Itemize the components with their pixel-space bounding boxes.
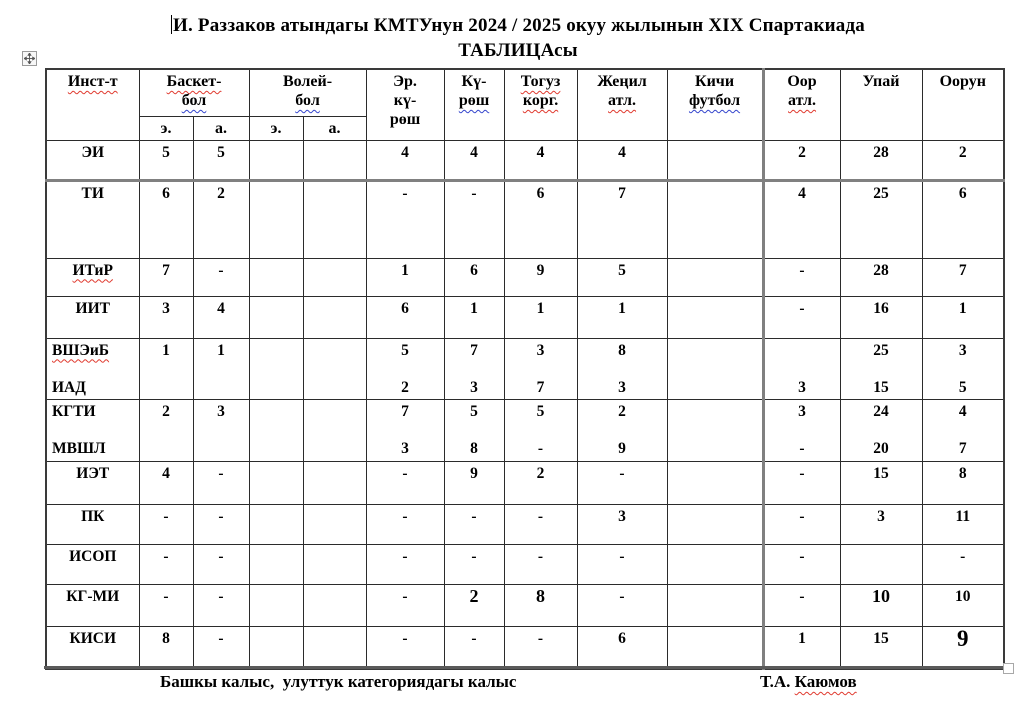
score-cell bbox=[667, 338, 763, 399]
score-cell: 3 bbox=[840, 504, 922, 544]
header-single-2: Тогуз корг. bbox=[504, 69, 577, 140]
score-cell: 2 bbox=[444, 584, 504, 626]
score-cell: 4 7 bbox=[922, 399, 1004, 461]
score-cell: 4 bbox=[139, 461, 193, 504]
score-cell: 1 bbox=[763, 626, 840, 669]
score-cell: - bbox=[366, 504, 444, 544]
score-cell bbox=[249, 296, 303, 338]
score-cell: 2 bbox=[193, 180, 249, 258]
score-cell: 2 9 bbox=[577, 399, 667, 461]
referee-surname: Каюмов bbox=[794, 672, 857, 691]
score-cell bbox=[303, 258, 366, 296]
score-cell bbox=[303, 504, 366, 544]
score-cell bbox=[249, 544, 303, 584]
table-header bbox=[46, 69, 1004, 140]
score-cell: 4 bbox=[577, 140, 667, 180]
institute-cell: ИТиР bbox=[46, 258, 139, 296]
table-row bbox=[46, 626, 1004, 669]
score-cell: 6 bbox=[504, 180, 577, 258]
score-cell bbox=[303, 584, 366, 626]
score-cell: 4 bbox=[193, 296, 249, 338]
score-cell: 6 bbox=[139, 180, 193, 258]
score-cell bbox=[303, 338, 366, 399]
table-row bbox=[46, 180, 1004, 258]
score-cell bbox=[667, 626, 763, 669]
header-single-7: Оорун bbox=[922, 69, 1004, 140]
score-cell: 4 bbox=[366, 140, 444, 180]
score-cell: - bbox=[763, 544, 840, 584]
score-cell: 3 5 bbox=[922, 338, 1004, 399]
score-cell: 9 bbox=[504, 258, 577, 296]
score-cell: 28 bbox=[840, 140, 922, 180]
score-cell: - bbox=[139, 584, 193, 626]
score-cell: 7 3 bbox=[366, 399, 444, 461]
score-cell bbox=[249, 461, 303, 504]
score-cell: 4 bbox=[444, 140, 504, 180]
institute-cell: КГ-МИ bbox=[46, 584, 139, 626]
header-single-3: Жеңил атл. bbox=[577, 69, 667, 140]
score-cell: - bbox=[577, 584, 667, 626]
institute-cell: КИСИ bbox=[46, 626, 139, 669]
score-cell: - bbox=[193, 584, 249, 626]
score-cell: - bbox=[763, 584, 840, 626]
score-cell bbox=[303, 399, 366, 461]
score-cell bbox=[249, 504, 303, 544]
header-single-5: Оор атл. bbox=[763, 69, 840, 140]
score-cell: 6 bbox=[366, 296, 444, 338]
score-cell: 8 bbox=[504, 584, 577, 626]
score-cell bbox=[667, 296, 763, 338]
header-institute: Инст-т bbox=[46, 69, 139, 140]
header-group-0: Баскет- бол bbox=[139, 69, 249, 116]
score-cell bbox=[667, 461, 763, 504]
score-cell: - bbox=[763, 296, 840, 338]
score-cell: 7 bbox=[139, 258, 193, 296]
score-cell: 6 bbox=[922, 180, 1004, 258]
institute-cell: ТИ bbox=[46, 180, 139, 258]
table-move-handle-icon[interactable] bbox=[22, 51, 37, 66]
table-row bbox=[46, 296, 1004, 338]
header-single-0: Эр. кү- рөш bbox=[366, 69, 444, 140]
score-cell: 6 bbox=[444, 258, 504, 296]
score-cell: 2 bbox=[922, 140, 1004, 180]
score-cell: 4 bbox=[763, 180, 840, 258]
score-cell: 15 bbox=[840, 461, 922, 504]
table-row bbox=[46, 338, 1004, 399]
score-cell: 10 bbox=[840, 584, 922, 626]
score-cell: - bbox=[193, 461, 249, 504]
score-cell: - bbox=[139, 544, 193, 584]
score-cell: 2 bbox=[763, 140, 840, 180]
score-cell: 3 - bbox=[763, 399, 840, 461]
score-cell: - bbox=[366, 461, 444, 504]
spartakiada-table bbox=[45, 68, 1005, 670]
score-cell: - bbox=[504, 544, 577, 584]
score-cell: - bbox=[763, 461, 840, 504]
score-cell bbox=[249, 258, 303, 296]
score-cell: 4 bbox=[504, 140, 577, 180]
score-cell bbox=[840, 544, 922, 584]
score-cell: 5 8 bbox=[444, 399, 504, 461]
score-cell: 3 bbox=[577, 504, 667, 544]
institute-cell: ВШЭиБ ИАД bbox=[46, 338, 139, 399]
score-cell: 1 bbox=[366, 258, 444, 296]
score-cell bbox=[667, 504, 763, 544]
score-cell: 1 bbox=[139, 338, 193, 399]
header-sub-0-1: а. bbox=[193, 116, 249, 140]
title-line-2: ТАБЛИЦАсы bbox=[458, 40, 578, 61]
score-cell: 24 20 bbox=[840, 399, 922, 461]
score-cell: 1 bbox=[577, 296, 667, 338]
score-cell: 8 3 bbox=[577, 338, 667, 399]
score-cell: 8 bbox=[139, 626, 193, 669]
score-cell: 7 bbox=[922, 258, 1004, 296]
score-cell: 25 15 bbox=[840, 338, 922, 399]
header-sub-1-1: а. bbox=[303, 116, 366, 140]
score-cell bbox=[249, 399, 303, 461]
table-row bbox=[46, 544, 1004, 584]
score-cell: - bbox=[444, 504, 504, 544]
document-title bbox=[0, 0, 1036, 63]
header-single-1: Кү- рөш bbox=[444, 69, 504, 140]
institute-cell: ИСОП bbox=[46, 544, 139, 584]
score-cell bbox=[303, 461, 366, 504]
score-cell: 1 bbox=[444, 296, 504, 338]
table-body bbox=[46, 140, 1004, 669]
score-cell bbox=[667, 544, 763, 584]
four-arrow-move-icon bbox=[24, 53, 35, 64]
score-cell: - bbox=[366, 544, 444, 584]
header-single-6: Упай bbox=[840, 69, 922, 140]
score-cell: 9 bbox=[922, 626, 1004, 669]
score-cell bbox=[249, 338, 303, 399]
institute-cell: ЭИ bbox=[46, 140, 139, 180]
table-row bbox=[46, 461, 1004, 504]
institute-cell: ИИТ bbox=[46, 296, 139, 338]
score-cell: 16 bbox=[840, 296, 922, 338]
header-sub-1-0: э. bbox=[249, 116, 303, 140]
table-row bbox=[46, 399, 1004, 461]
score-cell: 1 bbox=[504, 296, 577, 338]
header-sub-0-0: э. bbox=[139, 116, 193, 140]
score-cell: 10 bbox=[922, 584, 1004, 626]
footer-referee-name: Т.А. Каюмов bbox=[760, 672, 857, 691]
text-cursor bbox=[171, 15, 172, 34]
score-cell: - bbox=[193, 544, 249, 584]
score-cell: - bbox=[504, 626, 577, 669]
score-cell: 1 bbox=[922, 296, 1004, 338]
score-cell: - bbox=[366, 626, 444, 669]
score-cell bbox=[249, 584, 303, 626]
score-cell bbox=[667, 584, 763, 626]
institute-cell: КГТИ МВШЛ bbox=[46, 399, 139, 461]
score-cell: - bbox=[139, 504, 193, 544]
score-cell: 11 bbox=[922, 504, 1004, 544]
score-cell: 28 bbox=[840, 258, 922, 296]
score-cell: 3 bbox=[193, 399, 249, 461]
title-line-1: И. Раззаков атындагы КМТУнун 2024 / 2025 окуу жылынын XIX Спартакиада bbox=[173, 15, 865, 36]
score-cell: 8 bbox=[922, 461, 1004, 504]
score-cell: 5 bbox=[139, 140, 193, 180]
score-cell: 9 bbox=[444, 461, 504, 504]
score-cell: 3 bbox=[763, 338, 840, 399]
score-cell: - bbox=[444, 626, 504, 669]
score-cell: - bbox=[444, 544, 504, 584]
table-row bbox=[46, 140, 1004, 180]
table-row bbox=[46, 584, 1004, 626]
score-cell bbox=[667, 180, 763, 258]
score-cell: 25 bbox=[840, 180, 922, 258]
score-cell: - bbox=[763, 504, 840, 544]
score-cell: - bbox=[577, 544, 667, 584]
score-cell: - bbox=[763, 258, 840, 296]
score-cell: 5 - bbox=[504, 399, 577, 461]
institute-cell: ИЭТ bbox=[46, 461, 139, 504]
score-cell bbox=[667, 258, 763, 296]
score-cell: - bbox=[366, 584, 444, 626]
header-group-1: Волей- бол bbox=[249, 69, 366, 116]
score-cell: 2 bbox=[139, 399, 193, 461]
header-single-4: Кичи футбол bbox=[667, 69, 763, 140]
score-cell bbox=[303, 296, 366, 338]
table-bottom-border bbox=[44, 666, 1004, 669]
score-cell: - bbox=[193, 504, 249, 544]
score-cell bbox=[667, 399, 763, 461]
score-cell: 7 3 bbox=[444, 338, 504, 399]
table-row bbox=[46, 258, 1004, 296]
score-cell: 6 bbox=[577, 626, 667, 669]
score-cell: - bbox=[577, 461, 667, 504]
score-cell bbox=[303, 626, 366, 669]
score-cell: 1 bbox=[193, 338, 249, 399]
score-cell bbox=[667, 140, 763, 180]
score-cell: - bbox=[504, 504, 577, 544]
score-cell bbox=[249, 626, 303, 669]
score-cell bbox=[249, 140, 303, 180]
institute-cell: ПК bbox=[46, 504, 139, 544]
score-cell bbox=[303, 140, 366, 180]
footer-referee-title: Башкы калыс, улуттук категориядагы калыс bbox=[160, 672, 517, 691]
score-cell bbox=[249, 180, 303, 258]
score-cell: 5 bbox=[577, 258, 667, 296]
score-cell: 15 bbox=[840, 626, 922, 669]
score-cell: 7 bbox=[577, 180, 667, 258]
score-cell: - bbox=[193, 626, 249, 669]
table-row bbox=[46, 504, 1004, 544]
score-cell bbox=[303, 544, 366, 584]
score-cell: - bbox=[922, 544, 1004, 584]
score-cell: 3 bbox=[139, 296, 193, 338]
score-cell: 2 bbox=[504, 461, 577, 504]
score-cell: - bbox=[193, 258, 249, 296]
score-cell bbox=[303, 180, 366, 258]
table-resize-square[interactable] bbox=[1003, 663, 1014, 674]
score-cell: 5 bbox=[193, 140, 249, 180]
score-cell: - bbox=[444, 180, 504, 258]
score-cell: - bbox=[366, 180, 444, 258]
score-cell: 5 2 bbox=[366, 338, 444, 399]
score-cell: 3 7 bbox=[504, 338, 577, 399]
